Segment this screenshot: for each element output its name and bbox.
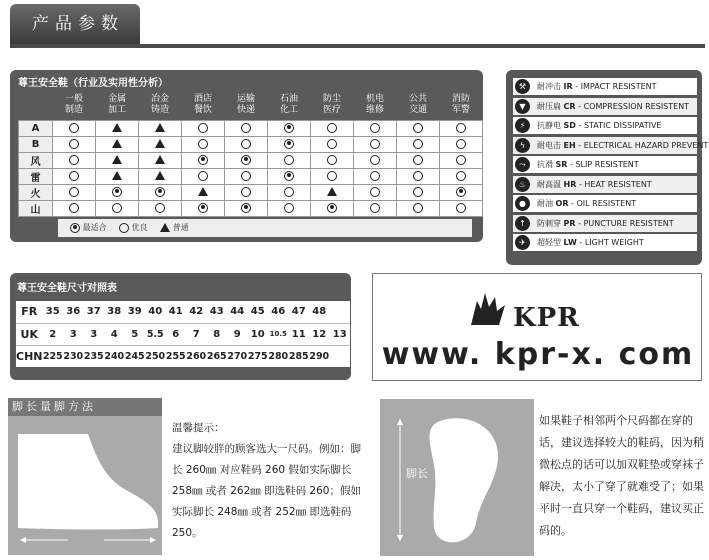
property-code: HR — [563, 179, 577, 189]
size-value: 265 — [206, 350, 227, 362]
analysis-legend — [58, 219, 472, 237]
section-title: 产品参数 — [10, 4, 140, 44]
suitability-cell — [354, 168, 397, 184]
property-row — [513, 215, 697, 232]
suitability-cell — [96, 152, 139, 168]
good-symbol-icon — [413, 203, 423, 213]
shoe-model-label: 山 — [19, 200, 53, 216]
suitability-cell — [225, 120, 268, 136]
property-en-label: PUNCTURE RESISTENT — [583, 218, 674, 228]
size-value: 40 — [148, 306, 163, 318]
suitability-cell — [311, 200, 354, 216]
property-code: EH — [563, 140, 576, 150]
good-symbol-icon — [112, 203, 122, 213]
good-symbol-icon — [370, 171, 380, 181]
size-value: 45 — [250, 306, 265, 318]
property-cn-label: 防刺穿 — [537, 218, 561, 228]
property-code: IR — [563, 82, 573, 91]
property-en-label: STATIC DISSIPATIVE — [583, 121, 662, 130]
foot-side-illustration — [8, 416, 162, 555]
suitability-cell — [397, 184, 440, 200]
size-value: 255 — [165, 350, 186, 362]
size-value: 13 — [330, 323, 351, 345]
shoe-model-label: B — [19, 136, 53, 152]
good-symbol-icon — [456, 139, 466, 149]
suitability-cell — [311, 184, 354, 200]
good-symbol-icon — [69, 123, 79, 133]
good-symbol-icon — [413, 187, 423, 197]
good-symbol-icon — [456, 203, 466, 213]
shoe-model-label: 雷 — [19, 168, 53, 184]
industry-column-header: 金属 加工 — [107, 93, 126, 115]
suitability-cell — [182, 168, 225, 184]
legend-good: 优良 — [131, 223, 148, 232]
suitability-cell — [225, 168, 268, 184]
good-symbol-icon — [456, 171, 466, 181]
suitability-cell — [311, 120, 354, 136]
normal-symbol-icon — [112, 155, 122, 164]
analysis-table — [18, 90, 483, 217]
industry-analysis-panel — [10, 70, 483, 242]
property-label: 耐高温 HR - HEAT RESISTENT — [537, 179, 652, 189]
normal-symbol-icon — [112, 123, 122, 132]
industry-column-header: 冶金 铸造 — [150, 93, 169, 115]
property-en-label: LIGHT WEIGHT — [584, 238, 644, 247]
puncture-icon: ↑ — [515, 216, 530, 231]
suitability-cell — [96, 120, 139, 136]
foot-outline-panel — [380, 399, 534, 556]
suitability-cell — [225, 184, 268, 200]
good-symbol-icon — [456, 155, 466, 165]
best-symbol-icon — [198, 203, 208, 213]
property-code: OR — [555, 199, 569, 208]
best-symbol-icon — [327, 203, 337, 213]
foot-top-illustration — [380, 399, 534, 556]
good-symbol-icon — [327, 171, 337, 181]
property-en-label: COMPRESSION RESISTENT — [583, 101, 690, 111]
best-symbol-icon — [284, 139, 294, 149]
suitability-cell — [440, 168, 483, 184]
size-value: 285 — [288, 350, 309, 362]
suitability-cell — [53, 168, 96, 184]
property-row — [513, 98, 697, 115]
normal-symbol-icon — [155, 139, 165, 148]
property-cn-label: 抗滑 — [537, 160, 553, 169]
property-cn-label: 耐压扁 — [537, 101, 561, 111]
property-label: 超轻型 LW - LIGHT WEIGHT — [537, 238, 644, 247]
best-symbol-icon — [70, 223, 80, 233]
size-value: 290 — [309, 350, 330, 362]
suitability-cell — [225, 200, 268, 216]
analysis-row — [19, 152, 483, 168]
size-value: 250 — [145, 350, 166, 362]
properties-panel — [506, 70, 709, 265]
analysis-row — [19, 168, 483, 184]
good-symbol-icon — [370, 187, 380, 197]
suitability-cell — [182, 184, 225, 200]
foot-measure-heading: 脚长量脚方法 — [8, 398, 162, 416]
good-symbol-icon — [241, 187, 251, 197]
size-chart-panel — [10, 273, 351, 380]
property-cn-label: 耐冲击 — [537, 82, 561, 91]
suitability-cell — [311, 152, 354, 168]
electrical-icon: ϟ — [515, 138, 530, 153]
size-value: 48 — [312, 306, 327, 318]
size-value: 275 — [247, 350, 268, 362]
tips-body: 建议脚较胖的顾客选大一尺码。例如：脚长 260㎜ 对应鞋码 260 假如实际脚长 258㎜ 或者 262㎜ 即选鞋码 260；假如实际脚长 248㎜ 或者 252㎜ 即选鞋码 250。 — [172, 443, 361, 539]
foot-length-label: 脚长 — [74, 516, 96, 529]
analysis-row — [19, 120, 483, 136]
suitability-cell — [182, 200, 225, 216]
industry-column-header: 酒店 餐饮 — [193, 93, 212, 115]
suitability-cell — [139, 184, 182, 200]
legend-normal: 普通 — [172, 223, 189, 232]
good-symbol-icon — [370, 123, 380, 133]
size-value: 225 — [42, 350, 63, 362]
analysis-title: 尊王安全鞋（行业及实用性分析） — [18, 78, 168, 89]
suitability-cell — [268, 152, 311, 168]
property-label: 耐压扁 CR - COMPRESSION RESISTENT — [537, 101, 690, 111]
property-code: SD — [563, 121, 576, 130]
property-cn-label: 超轻型 — [537, 238, 561, 247]
normal-symbol-icon — [155, 171, 165, 180]
normal-symbol-icon — [198, 187, 208, 196]
suitability-cell — [139, 168, 182, 184]
tips-block — [172, 418, 362, 544]
good-symbol-icon — [198, 171, 208, 181]
industry-column-header: 消防 军警 — [451, 93, 470, 115]
property-cn-label: 耐电击 — [537, 140, 561, 150]
suitability-cell — [53, 184, 96, 200]
property-label: 防刺穿 PR - PUNCTURE RESISTENT — [537, 218, 674, 228]
size-value: 270 — [227, 350, 248, 362]
good-symbol-icon — [456, 123, 466, 133]
size-value: 7 — [186, 323, 207, 345]
suitability-cell — [53, 200, 96, 216]
size-value: 260 — [186, 350, 207, 362]
lightweight-icon: ✈ — [515, 235, 530, 250]
suitability-cell — [182, 152, 225, 168]
suitability-cell — [139, 152, 182, 168]
best-symbol-icon — [241, 203, 251, 213]
good-symbol-icon — [69, 171, 79, 181]
size-value: 44 — [230, 306, 245, 318]
section-header — [0, 0, 709, 48]
size-value: 10 — [248, 323, 269, 345]
good-symbol-icon — [241, 139, 251, 149]
suitability-cell — [397, 168, 440, 184]
size-value: 35 — [45, 306, 60, 318]
brand-url: www. kpr-x. com — [381, 337, 695, 372]
size-value: 3 — [84, 323, 105, 345]
good-symbol-icon — [241, 123, 251, 133]
suitability-cell — [139, 120, 182, 136]
industry-column-header: 公共 交通 — [408, 93, 427, 115]
size-value: 3 — [63, 323, 84, 345]
size-value: 8 — [207, 323, 228, 345]
size-advice: 如果鞋子相邻两个尺码都在穿的话，建议选择较大的鞋码，因为稍微松点的话可以加双鞋垫或穿袜子解决，太小了穿了就难受了；如果平时一直只穿一个鞋码，建议买正码的。 — [539, 414, 704, 537]
size-value: 38 — [107, 306, 122, 318]
good-symbol-icon — [69, 139, 79, 149]
suitability-cell — [397, 152, 440, 168]
size-value: 47 — [291, 306, 306, 318]
good-symbol-icon — [413, 123, 423, 133]
suitability-cell — [354, 184, 397, 200]
property-cn-label: 抗静电 — [537, 121, 561, 130]
header-divider — [10, 44, 705, 48]
good-symbol-icon — [413, 171, 423, 181]
industry-column-header: 一般 制造 — [64, 93, 83, 115]
suitability-cell — [182, 120, 225, 136]
good-symbol-icon — [119, 223, 129, 233]
property-cn-label: 耐高温 — [537, 179, 561, 189]
good-symbol-icon — [69, 187, 79, 197]
size-row — [16, 345, 350, 367]
suitability-cell — [53, 136, 96, 152]
suitability-cell — [440, 200, 483, 216]
suitability-cell — [311, 168, 354, 184]
suitability-cell — [354, 120, 397, 136]
normal-symbol-icon — [327, 187, 337, 196]
good-symbol-icon — [69, 155, 79, 165]
best-symbol-icon — [241, 155, 251, 165]
property-code: LW — [563, 238, 577, 247]
suitability-cell — [182, 136, 225, 152]
suitability-cell — [225, 136, 268, 152]
suitability-cell — [53, 152, 96, 168]
size-system-label: UK — [16, 323, 43, 345]
suitability-cell — [268, 120, 311, 136]
property-cn-label: 耐油 — [537, 199, 553, 208]
normal-symbol-icon — [112, 171, 122, 180]
compression-icon: ▼ — [515, 99, 530, 114]
good-symbol-icon — [327, 123, 337, 133]
size-row — [16, 323, 350, 345]
suitability-cell — [440, 120, 483, 136]
size-value: 41 — [168, 306, 183, 318]
suitability-cell — [96, 168, 139, 184]
static-icon: ⚡ — [515, 118, 530, 133]
kpr-logo-icon — [465, 291, 509, 327]
size-value: 5 — [125, 323, 146, 345]
industry-column-header: 运输 快递 — [236, 93, 255, 115]
size-value: 36 — [66, 306, 81, 318]
corner-cell — [19, 90, 53, 120]
suitability-cell — [440, 184, 483, 200]
analysis-row — [19, 200, 483, 216]
good-symbol-icon — [241, 171, 251, 181]
size-value: 240 — [104, 350, 125, 362]
property-en-label: OIL RESISTENT — [576, 199, 637, 208]
shoe-model-label: 风 — [19, 152, 53, 168]
size-value: 5.5 — [145, 323, 166, 345]
property-code: CR — [563, 101, 576, 111]
good-symbol-icon — [284, 187, 294, 197]
analysis-row — [19, 184, 483, 200]
suitability-cell — [397, 200, 440, 216]
suitability-cell — [440, 152, 483, 168]
suitability-cell — [225, 152, 268, 168]
size-value: 235 — [83, 350, 104, 362]
size-value: 245 — [124, 350, 145, 362]
size-value: 6 — [166, 323, 187, 345]
size-value: 4 — [104, 323, 125, 345]
property-en-label: ELECTRICAL HAZARD PREVENT — [583, 140, 709, 150]
property-label: 耐冲击 IR - IMPACT RESISTENT — [537, 82, 657, 91]
good-symbol-icon — [370, 203, 380, 213]
good-symbol-icon — [198, 139, 208, 149]
suitability-cell — [268, 136, 311, 152]
good-symbol-icon — [69, 203, 79, 213]
oil-icon: ● — [515, 196, 530, 211]
best-symbol-icon — [155, 187, 165, 197]
size-value: 42 — [189, 306, 204, 318]
property-row — [513, 137, 709, 154]
property-row — [513, 117, 697, 134]
size-value: 46 — [271, 306, 286, 318]
size-value: 10.5 — [268, 323, 289, 345]
size-table — [16, 301, 350, 367]
brand-box — [372, 273, 702, 381]
size-value: 43 — [209, 306, 224, 318]
good-symbol-icon — [370, 155, 380, 165]
best-symbol-icon — [284, 171, 294, 181]
property-row — [513, 156, 697, 173]
best-symbol-icon — [112, 187, 122, 197]
foot-measure-panel — [8, 398, 162, 555]
size-row — [16, 301, 350, 323]
normal-symbol-icon — [155, 123, 165, 132]
foot-outline-label: 脚长 — [406, 467, 428, 480]
good-symbol-icon — [155, 203, 165, 213]
industry-column-header: 石油 化工 — [279, 93, 298, 115]
good-symbol-icon — [370, 139, 380, 149]
good-symbol-icon — [413, 155, 423, 165]
property-en-label: HEAT RESISTENT — [584, 179, 652, 189]
normal-symbol-icon — [160, 223, 170, 232]
best-symbol-icon — [198, 155, 208, 165]
size-value: 230 — [63, 350, 84, 362]
analysis-row — [19, 136, 483, 152]
good-symbol-icon — [198, 123, 208, 133]
size-system-label: FR — [21, 305, 38, 319]
legend-best: 最适合 — [82, 223, 107, 232]
property-row — [513, 176, 697, 193]
suitability-cell — [354, 136, 397, 152]
size-value: 2 — [43, 323, 64, 345]
shoe-model-label: 火 — [19, 184, 53, 200]
good-symbol-icon — [327, 139, 337, 149]
tips-title: 温馨提示： — [172, 422, 225, 434]
suitability-cell — [397, 136, 440, 152]
brand-logo-text: KPR — [513, 303, 580, 333]
industry-column-header: 机电 维修 — [365, 93, 384, 115]
suitability-cell — [311, 136, 354, 152]
normal-symbol-icon — [112, 139, 122, 148]
shoe-model-label: A — [19, 120, 53, 136]
property-row — [513, 195, 697, 212]
property-label: 耐油 OR - OIL RESISTENT — [537, 199, 637, 208]
suitability-cell — [397, 120, 440, 136]
property-label: 抗滑 SR - SLIP RESISTENT — [537, 160, 639, 169]
suitability-cell — [268, 184, 311, 200]
best-symbol-icon — [456, 187, 466, 197]
property-label: 耐电击 EH - ELECTRICAL HAZARD PREVENT — [537, 140, 709, 150]
suitability-cell — [139, 136, 182, 152]
size-value: 11 — [289, 323, 310, 345]
property-code: PR — [563, 218, 576, 228]
impact-icon: ⚒ — [515, 79, 530, 94]
normal-symbol-icon — [155, 155, 165, 164]
suitability-cell — [96, 200, 139, 216]
suitability-cell — [96, 136, 139, 152]
size-value: 9 — [227, 323, 248, 345]
slip-icon: ⤳ — [515, 157, 530, 172]
size-chart-title: 尊王安全鞋尺寸对照表 — [17, 283, 117, 294]
suitability-cell — [354, 200, 397, 216]
suitability-cell — [268, 168, 311, 184]
industry-column-header: 防尘 医疗 — [322, 93, 341, 115]
property-label: 抗静电 SD - STATIC DISSIPATIVE — [537, 121, 662, 130]
size-value: 280 — [268, 350, 289, 362]
suitability-cell — [96, 184, 139, 200]
property-row — [513, 78, 697, 95]
property-code: SR — [555, 160, 568, 169]
good-symbol-icon — [413, 139, 423, 149]
suitability-cell — [139, 200, 182, 216]
suitability-cell — [53, 120, 96, 136]
size-value: 12 — [309, 323, 330, 345]
suitability-cell — [268, 200, 311, 216]
property-en-label: SLIP RESISTENT — [575, 160, 639, 169]
good-symbol-icon — [284, 155, 294, 165]
property-en-label: IMPACT RESISTENT — [580, 82, 657, 91]
best-symbol-icon — [284, 123, 294, 133]
good-symbol-icon — [284, 203, 294, 213]
size-system-label: CHN — [16, 349, 43, 363]
size-value: 39 — [127, 306, 142, 318]
suitability-cell — [440, 136, 483, 152]
property-row — [513, 234, 697, 251]
good-symbol-icon — [327, 155, 337, 165]
size-value: 37 — [86, 306, 101, 318]
heat-icon: ♨ — [515, 177, 530, 192]
suitability-cell — [354, 152, 397, 168]
